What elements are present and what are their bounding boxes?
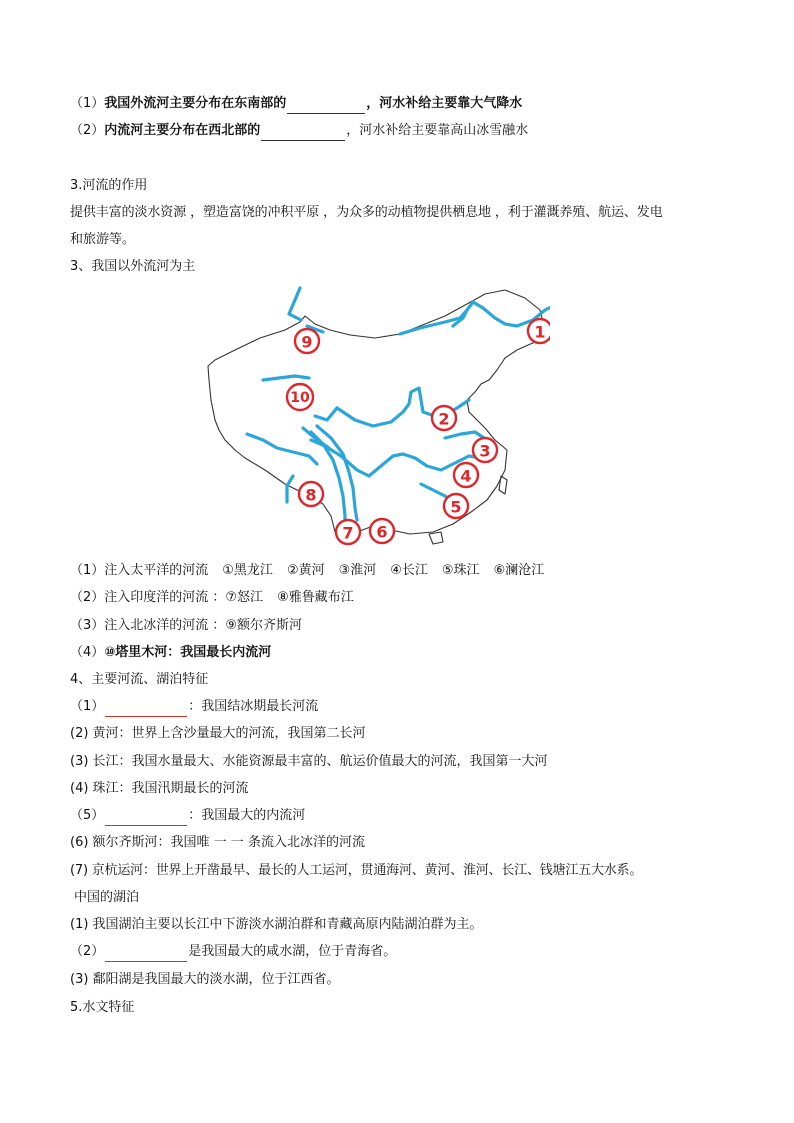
inland-region-text: 内流河主要分布在西北部的	[104, 123, 261, 138]
river-item: ⑧雅鲁藏布江	[277, 590, 354, 605]
marker-9	[295, 329, 319, 353]
marker-8-label: 8	[305, 485, 317, 505]
lake-item-3: (3) 鄱阳湖是我国最大的淡水湖，位于江西省。	[70, 972, 340, 987]
item-number: （5）	[70, 808, 105, 823]
yarlung-river	[247, 434, 317, 464]
river-role-body: 提供丰富的淡水资源 ，塑造富饶的冲积平原 ，为众多的动植物提供栖息地 ，利于灌溉养殖、航运、发电	[70, 205, 663, 220]
lake-item-1: (1) 我国湖泊主要以长江中下游淡水湖泊群和青藏高原内陆湖泊群为主。	[70, 917, 483, 932]
huanghe-upper	[315, 408, 337, 420]
lake-item-2	[70, 942, 396, 962]
feature-item-6: (6) 额尔齐斯河：我国唯 一 一 条流入北冰洋的河流	[70, 835, 365, 850]
river-item: ②黄河	[286, 563, 325, 578]
china-rivers-map	[205, 280, 550, 550]
hydro-heading: 5.水文特征	[70, 1000, 135, 1015]
pacific-rivers-line	[70, 561, 544, 581]
feature-item-2: (2) 黄河：世界上含沙量最大的河流，我国第二长河	[70, 726, 366, 741]
lake-text: 是我国最大的咸水湖，位于青海省。	[188, 944, 397, 959]
marker-6-label: 6	[376, 522, 388, 542]
river-item: ⑤珠江	[441, 563, 480, 578]
feature-item-1	[70, 697, 318, 717]
marker-10	[287, 384, 313, 410]
answer-blank[interactable]	[105, 946, 187, 962]
marker-2	[432, 406, 456, 430]
outflow-region-line	[70, 94, 522, 114]
tarim-text: ⑩塔里木河：我国最长内流河	[104, 645, 272, 660]
feature-text: ：我国最大的内流河	[188, 808, 306, 823]
item-number: （1）	[70, 699, 105, 714]
answer-blank[interactable]	[261, 125, 345, 141]
river-item: ③淮河	[338, 563, 377, 578]
tarim-river	[263, 376, 309, 380]
taiwan-outline	[499, 476, 507, 494]
marker-2-label: 2	[438, 409, 450, 429]
marker-5	[444, 494, 468, 518]
river-item: ⑥澜沧江	[493, 563, 545, 578]
river-role-heading: 3.河流的作用	[70, 178, 148, 193]
marker-1	[528, 319, 550, 343]
china-border	[208, 290, 545, 538]
marker-1-label: 1	[534, 322, 546, 342]
item-number: （2）	[70, 944, 105, 959]
river-item: ①黑龙江	[222, 563, 273, 578]
feature-item-4: (4) 珠江：我国汛期最长的河流	[70, 781, 249, 796]
inland-river-line	[70, 643, 271, 663]
answer-blank[interactable]	[287, 98, 365, 114]
marker-4-label: 4	[460, 466, 472, 486]
inland-supply-text: ，河水补给主要靠高山冰雪融水	[346, 123, 529, 138]
pacific-label: （1）注入太平洋的河流	[70, 563, 209, 578]
heilongjiang-river	[289, 288, 550, 334]
feature-item-3: (3) 长江：我国水量最大、水能资源最丰富的、航运价值最大的河流，我国第一大河	[70, 754, 548, 769]
marker-4	[454, 463, 478, 487]
features-heading: 4、主要河流、湖泊特征	[70, 672, 209, 687]
river-role-body-2: 和旅游等。	[70, 232, 136, 247]
marker-5-label: 5	[450, 497, 462, 517]
lakes-heading: 中国的湖泊	[74, 890, 140, 905]
marker-3-label: 3	[479, 441, 491, 461]
answer-blank[interactable]	[105, 701, 187, 717]
outflow-region-text: 我国外流河主要分布在东南部的	[104, 96, 287, 111]
item-number: （1）	[70, 96, 105, 111]
inland-region-line	[70, 121, 528, 141]
marker-9-label: 9	[301, 332, 313, 352]
indian-label: （2）注入印度洋的河流 ：	[70, 590, 226, 605]
feature-text: ：我国结冰期最长河流	[188, 699, 319, 714]
marker-3	[473, 438, 497, 462]
item-number: （4）	[70, 645, 105, 660]
arctic-rivers-line: （3）注入北冰洋的河流 ：⑨额尔齐斯河	[70, 618, 303, 633]
indian-rivers-line	[70, 588, 354, 608]
feature-item-5	[70, 806, 305, 826]
outflow-heading: 3、我国以外流河为主	[70, 259, 196, 274]
feature-item-7: (7) 京杭运河：世界上开凿最早、最长的人工运河，贯通海河、黄河、淮河、长江、钱塘江五大水系。	[70, 863, 643, 878]
marker-8	[299, 482, 323, 506]
hainan-outline	[429, 532, 443, 544]
marker-6	[370, 519, 394, 543]
river-item: ④长江	[390, 563, 428, 578]
item-number: （2）	[70, 123, 105, 138]
yarlung-lower	[287, 476, 293, 502]
answer-blank[interactable]	[105, 810, 187, 826]
marker-7-label: 7	[342, 523, 354, 543]
river-item: ⑦怒江	[225, 590, 264, 605]
marker-10-label: 10	[290, 390, 310, 406]
outflow-supply-text: ，河水补给主要靠大气降水	[366, 96, 523, 111]
marker-7	[336, 520, 360, 544]
